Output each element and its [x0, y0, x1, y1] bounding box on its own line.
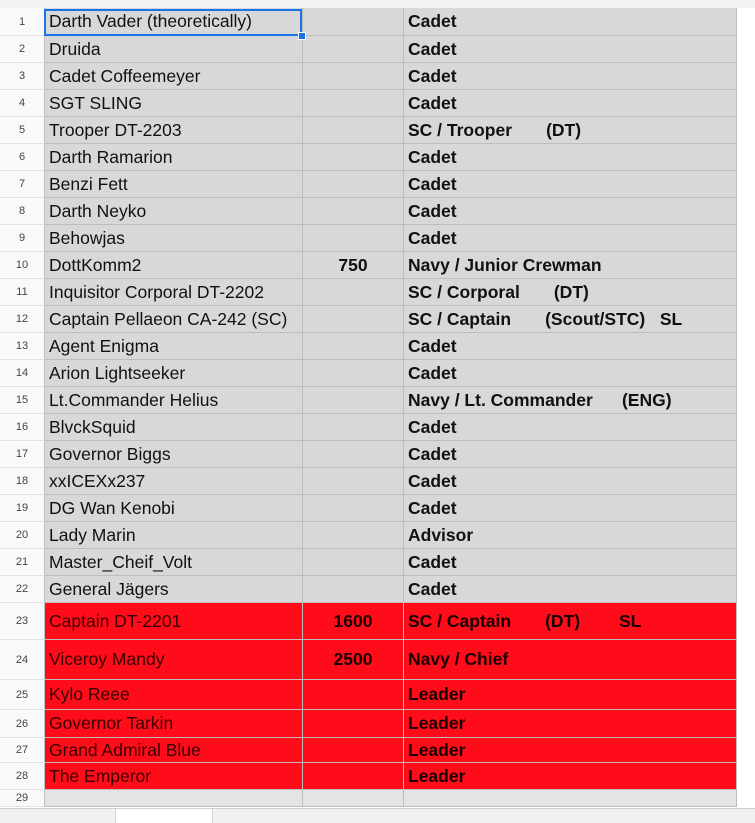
table-row[interactable]: [0, 90, 737, 117]
cell-rank[interactable]: [404, 414, 737, 441]
cell-name[interactable]: Inquisitor Corporal DT-2202: [45, 279, 303, 306]
cell-rank[interactable]: [404, 495, 737, 522]
cell-rank[interactable]: [404, 522, 737, 549]
cell-value[interactable]: 750: [303, 252, 404, 279]
cell-rank[interactable]: [404, 36, 737, 63]
row-number[interactable]: 29: [0, 790, 45, 807]
cell-name[interactable]: BlvckSquid: [45, 414, 303, 441]
cell-rank-text: SC / Corporal (DT): [408, 281, 589, 302]
table-row[interactable]: [0, 710, 737, 738]
cell-rank-text: Cadet: [408, 200, 457, 221]
row-number[interactable]: 4: [0, 90, 45, 117]
cell-value[interactable]: [303, 171, 404, 198]
cell-name[interactable]: Arion Lightseeker: [45, 360, 303, 387]
cell-name[interactable]: Darth Ramarion: [45, 144, 303, 171]
cell-name[interactable]: Darth Neyko: [45, 198, 303, 225]
table-row[interactable]: [0, 360, 737, 387]
cell-rank-text: Cadet: [408, 416, 457, 437]
row-number[interactable]: 11: [0, 279, 45, 306]
table-row[interactable]: [0, 63, 737, 90]
row-number[interactable]: 26: [0, 710, 45, 738]
cell-rank[interactable]: [404, 279, 737, 306]
row-number[interactable]: 21: [0, 549, 45, 576]
cell-name[interactable]: The Emperor: [45, 763, 303, 790]
row-number[interactable]: 28: [0, 763, 45, 790]
table-row[interactable]: [0, 252, 737, 279]
table-row[interactable]: [0, 640, 737, 680]
cell-value[interactable]: [303, 387, 404, 414]
cell-value[interactable]: [303, 549, 404, 576]
cell-value[interactable]: [303, 441, 404, 468]
cell-value[interactable]: [303, 279, 404, 306]
cell-rank-text: Cadet: [408, 362, 457, 383]
cell-rank-text: Leader: [408, 765, 466, 786]
row-number[interactable]: 19: [0, 495, 45, 522]
cell-rank-text: SC / Trooper (DT): [408, 119, 582, 140]
cell-rank-text: Navy / Junior Crewman: [408, 254, 602, 275]
table-row[interactable]: [0, 603, 737, 640]
cell-name[interactable]: Captain DT-2201: [45, 603, 303, 640]
cell-rank-text: Cadet: [408, 497, 457, 518]
cell-rank-text: Navy / Chief: [408, 649, 509, 669]
cell-value[interactable]: [303, 738, 404, 763]
row-number[interactable]: 12: [0, 306, 45, 333]
table-row[interactable]: [0, 495, 737, 522]
row-number[interactable]: 17: [0, 441, 45, 468]
cell-rank-text: Cadet: [408, 65, 457, 86]
cell-rank-text: Cadet: [408, 470, 457, 491]
cell-value[interactable]: [303, 90, 404, 117]
cell-rank[interactable]: [404, 549, 737, 576]
cell-name[interactable]: xxICEXx237: [45, 468, 303, 495]
cell-value[interactable]: [303, 680, 404, 710]
cell-rank[interactable]: [404, 441, 737, 468]
cell-rank[interactable]: [404, 468, 737, 495]
cell-name[interactable]: Governor Biggs: [45, 441, 303, 468]
cell-rank[interactable]: [404, 198, 737, 225]
row-number[interactable]: 5: [0, 117, 45, 144]
cell-rank[interactable]: [404, 710, 737, 738]
cell-rank-text: Cadet: [408, 443, 457, 464]
table-row[interactable]: [0, 414, 737, 441]
cell-rank-text: Cadet: [408, 11, 457, 31]
cell-rank-text: Cadet: [408, 173, 457, 194]
cell-name[interactable]: Behowjas: [45, 225, 303, 252]
row-number[interactable]: 22: [0, 576, 45, 603]
cell-value[interactable]: 1600: [303, 603, 404, 640]
row-number[interactable]: 15: [0, 387, 45, 414]
cell-name[interactable]: Cadet Coffeemeyer: [45, 63, 303, 90]
cell-rank[interactable]: [404, 171, 737, 198]
row-number[interactable]: 16: [0, 414, 45, 441]
cell-rank-text: Leader: [408, 739, 466, 760]
cell-name[interactable]: Druida: [45, 36, 303, 63]
row-number[interactable]: 3: [0, 63, 45, 90]
row-number[interactable]: 23: [0, 603, 45, 640]
cell-rank-text: Leader: [408, 713, 466, 733]
cell-rank[interactable]: [404, 790, 737, 807]
table-row[interactable]: [0, 36, 737, 63]
cell-rank[interactable]: [404, 306, 737, 333]
row-number[interactable]: 25: [0, 680, 45, 710]
cell-name[interactable]: Agent Enigma: [45, 333, 303, 360]
cell-value[interactable]: [303, 333, 404, 360]
cell-name[interactable]: Lt.Commander Helius: [45, 387, 303, 414]
cell-rank[interactable]: [404, 144, 737, 171]
row-number[interactable]: 10: [0, 252, 45, 279]
table-row[interactable]: [0, 738, 737, 763]
cell-value[interactable]: [303, 576, 404, 603]
table-row[interactable]: [0, 117, 737, 144]
table-row[interactable]: [0, 387, 737, 414]
cell-name[interactable]: DottKomm2: [45, 252, 303, 279]
cell-name[interactable]: [45, 790, 303, 807]
cell-name[interactable]: Governor Tarkin: [45, 710, 303, 738]
cell-rank-text: Advisor: [408, 524, 474, 545]
cell-value[interactable]: [303, 144, 404, 171]
table-row[interactable]: [0, 522, 737, 549]
cell-rank[interactable]: [404, 225, 737, 252]
cell-rank[interactable]: [404, 63, 737, 90]
cell-value[interactable]: [303, 710, 404, 738]
cell-rank-text: Leader: [408, 684, 466, 704]
table-row[interactable]: [0, 680, 737, 710]
right-gutter: [737, 8, 755, 793]
cell-rank[interactable]: [404, 680, 737, 710]
cell-rank-text: SC / Captain (DT) SL: [408, 610, 642, 631]
cell-rank-text: Cadet: [408, 227, 457, 248]
cell-name[interactable]: DG Wan Kenobi: [45, 495, 303, 522]
cell-rank[interactable]: [404, 90, 737, 117]
row-number[interactable]: 24: [0, 640, 45, 680]
cell-value[interactable]: [303, 360, 404, 387]
table-row[interactable]: [0, 225, 737, 252]
cell-name[interactable]: Captain Pellaeon CA-242 (SC): [45, 306, 303, 333]
row-number[interactable]: 1: [0, 8, 45, 36]
cell-rank[interactable]: [404, 8, 737, 36]
cell-name[interactable]: Trooper DT-2203: [45, 117, 303, 144]
cell-value[interactable]: [303, 495, 404, 522]
cell-value[interactable]: [303, 117, 404, 144]
row-number[interactable]: 7: [0, 171, 45, 198]
table-row[interactable]: [0, 279, 737, 306]
row-number[interactable]: 18: [0, 468, 45, 495]
table-row[interactable]: [0, 171, 737, 198]
cell-rank[interactable]: [404, 333, 737, 360]
row-number[interactable]: 27: [0, 738, 45, 763]
table-row[interactable]: [0, 790, 737, 807]
cell-value[interactable]: [303, 36, 404, 63]
row-number[interactable]: 6: [0, 144, 45, 171]
cell-rank-text: Cadet: [408, 92, 457, 113]
cell-rank[interactable]: [404, 387, 737, 414]
cell-value[interactable]: [303, 198, 404, 225]
cell-rank-text: Cadet: [408, 551, 457, 572]
row-number[interactable]: 13: [0, 333, 45, 360]
sheet-tab[interactable]: [115, 809, 213, 823]
cell-rank-text: Cadet: [408, 38, 457, 59]
cell-name[interactable]: Darth Vader (theoretically): [45, 8, 303, 36]
cell-rank[interactable]: [404, 603, 737, 640]
row-number[interactable]: 9: [0, 225, 45, 252]
cell-name[interactable]: Benzi Fett: [45, 171, 303, 198]
row-number[interactable]: 2: [0, 36, 45, 63]
table-row[interactable]: [0, 333, 737, 360]
table-row[interactable]: [0, 8, 737, 36]
table-row[interactable]: [0, 306, 737, 333]
fill-handle[interactable]: [298, 32, 306, 40]
table-row[interactable]: [0, 468, 737, 495]
cell-name[interactable]: Lady Marin: [45, 522, 303, 549]
cell-name[interactable]: Grand Admiral Blue: [45, 738, 303, 763]
cell-rank[interactable]: [404, 640, 737, 680]
row-number[interactable]: 8: [0, 198, 45, 225]
table-row[interactable]: [0, 549, 737, 576]
row-number[interactable]: 20: [0, 522, 45, 549]
cell-name[interactable]: General Jägers: [45, 576, 303, 603]
cell-rank[interactable]: [404, 252, 737, 279]
cell-value[interactable]: [303, 763, 404, 790]
cell-value[interactable]: [303, 8, 404, 36]
cell-value[interactable]: [303, 522, 404, 549]
cell-name[interactable]: SGT SLING: [45, 90, 303, 117]
cell-rank[interactable]: [404, 117, 737, 144]
cell-rank[interactable]: [404, 738, 737, 763]
table-row[interactable]: [0, 763, 737, 790]
cell-rank-text: SC / Captain (Scout/STC) SL: [408, 308, 683, 329]
cell-value[interactable]: [303, 468, 404, 495]
cell-value[interactable]: [303, 225, 404, 252]
cell-rank[interactable]: [404, 763, 737, 790]
cell-rank-text: Cadet: [408, 146, 457, 167]
sheet-tab-bar[interactable]: [0, 808, 755, 823]
cell-rank-text: Cadet: [408, 578, 457, 599]
cell-name[interactable]: Kylo Reee: [45, 680, 303, 710]
cell-rank[interactable]: [404, 360, 737, 387]
cell-rank-text: Cadet: [408, 335, 457, 356]
cell-name[interactable]: Viceroy Mandy: [45, 640, 303, 680]
table-row[interactable]: [0, 144, 737, 171]
table-row[interactable]: [0, 576, 737, 603]
cell-value[interactable]: [303, 414, 404, 441]
cell-rank-text: Navy / Lt. Commander (ENG): [408, 389, 672, 410]
cell-value[interactable]: [303, 306, 404, 333]
table-row[interactable]: [0, 198, 737, 225]
row-number[interactable]: 14: [0, 360, 45, 387]
table-row[interactable]: [0, 441, 737, 468]
cell-value[interactable]: 2500: [303, 640, 404, 680]
cell-value[interactable]: [303, 790, 404, 807]
cell-value[interactable]: [303, 63, 404, 90]
cell-name[interactable]: Master_Cheif_Volt: [45, 549, 303, 576]
cell-rank[interactable]: [404, 576, 737, 603]
